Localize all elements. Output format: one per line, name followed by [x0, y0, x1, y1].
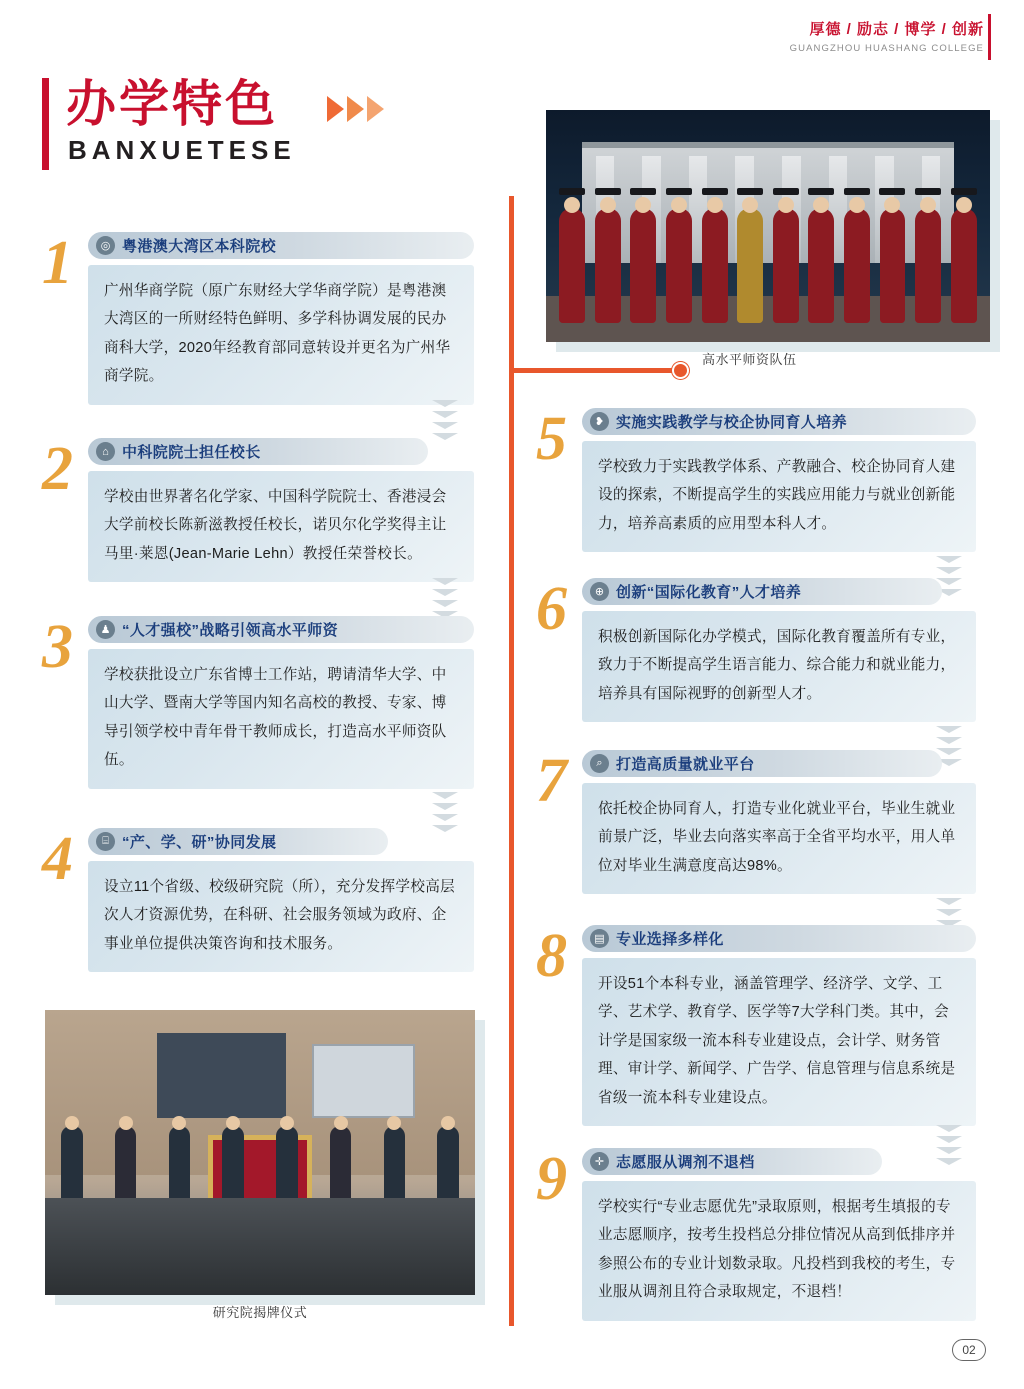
- feature-number: 5: [536, 405, 567, 473]
- feature-body: 学校由世界著名化学家、中国科学院院士、香港浸会大学前校长陈新滋教授任校长，诺贝尔化学奖得主让马里·莱恩(Jean-Marie Lehn）教授任荣誉校长。: [88, 471, 474, 582]
- graduation-photo-block: [546, 110, 990, 368]
- feature-item-3: [42, 613, 474, 789]
- feature-header: [582, 925, 976, 952]
- feature-title: “人才强校”战略引领高水平师资: [122, 622, 339, 639]
- feature-item-4: [42, 825, 474, 972]
- feature-header: [582, 1148, 882, 1175]
- feature-header: [582, 408, 976, 435]
- globe-icon: ⊕: [590, 582, 609, 601]
- factory-icon: ⌸: [96, 832, 115, 851]
- graduation-photo: [546, 110, 990, 342]
- ceremony-photo: [45, 1010, 475, 1295]
- feature-item-8: [536, 922, 976, 1126]
- title-chinese: 办学特色: [66, 75, 278, 133]
- title-accent-bar: [42, 78, 49, 170]
- book-icon: ▤: [590, 929, 609, 948]
- people-icon: ♟: [96, 620, 115, 639]
- feature-item-9: [536, 1145, 976, 1321]
- feature-title: 志愿服从调剂不退档: [616, 1154, 755, 1171]
- location-icon: ◎: [96, 236, 115, 255]
- feature-number: 3: [42, 613, 73, 681]
- feature-number: 9: [536, 1145, 567, 1213]
- timeline-spine: [509, 196, 514, 1326]
- feature-item-1: [42, 229, 474, 405]
- graduation-photo-caption: 高水平师资队伍: [702, 352, 797, 367]
- feature-body: 依托校企协同育人，打造专业化就业平台，毕业生就业前景广泛，毕业去向落实率高于全省平均水平，用人单位对毕业生满意度高达98%。: [582, 783, 976, 894]
- feature-body: 广州华商学院（原广东财经大学华商学院）是粤港澳大湾区的一所财经特色鲜明、多学科协调发展的民办商科大学，2020年经教育部同意转设并更名为广州华商学院。: [88, 265, 474, 405]
- ceremony-photo-caption: 研究院揭牌仪式: [212, 1305, 308, 1320]
- ceremony-photo-block: [45, 1010, 475, 1321]
- timeline-branch: [509, 368, 684, 373]
- page-title: [42, 75, 296, 166]
- feature-header: [88, 828, 388, 855]
- feature-number: 1: [42, 229, 73, 297]
- feature-number: 2: [42, 435, 73, 503]
- search-icon: ⌕: [590, 754, 609, 773]
- title-arrows: [327, 96, 384, 122]
- arrow-icon: [367, 96, 384, 122]
- feature-title: “产、学、研”协同发展: [122, 834, 277, 851]
- feature-item-2: [42, 435, 474, 582]
- feature-header: [88, 232, 474, 259]
- feature-body: 学校获批设立广东省博士工作站，聘请清华大学、中山大学、暨南大学等国内知名高校的教授、专家、博导引领学校中青年骨干教师成长，打造高水平师资队伍。: [88, 649, 474, 789]
- feature-header: [88, 616, 474, 643]
- feature-header: [88, 438, 428, 465]
- feature-body: 学校实行“专业志愿优先”录取原则，根据考生填报的专业志愿顺序，按考生投档总分排位情况从高到低排序并参照公布的专业计划数录取。凡投档到我校的考生，专业服从调剂且符合录取规定，不退档！: [582, 1181, 976, 1321]
- feature-title: 中科院院士担任校长: [122, 444, 261, 461]
- feature-body: 开设51个本科专业，涵盖管理学、经济学、文学、工学、艺术学、教育学、医学等7大学科门类。其中，会计学是国家级一流本科专业建设点，会计学、财务管理、审计学、新闻学、广告学、信息管理与信息系统是省级一流本科专业建设点。: [582, 958, 976, 1126]
- feature-title: 粤港澳大湾区本科院校: [122, 238, 277, 255]
- feature-title: 打造高质量就业平台: [616, 756, 755, 773]
- feature-body: 设立11个省级、校级研究院（所），充分发挥学校高层次人才资源优势，在科研、社会服务领域为政府、企事业单位提供决策咨询和技术服务。: [88, 861, 474, 972]
- feature-item-5: [536, 405, 976, 552]
- feature-title: 创新“国际化教育”人才培养: [616, 584, 802, 601]
- feature-number: 4: [42, 825, 73, 893]
- feature-item-7: [536, 747, 976, 894]
- header-accent-rule: [988, 14, 991, 60]
- feature-title: 实施实践教学与校企协同育人培养: [616, 414, 848, 431]
- feature-number: 7: [536, 747, 567, 815]
- title-english: BANXUETESE: [68, 134, 296, 165]
- feature-number: 8: [536, 922, 567, 990]
- arrow-icon: [327, 96, 344, 122]
- graduation-cap-icon: ⌂: [96, 442, 115, 461]
- feature-header: [582, 578, 942, 605]
- page-number: 02: [952, 1339, 986, 1361]
- feature-body: 学校致力于实践教学体系、产教融合、校企协同育人建设的探索，不断提高学生的实践应用能力与就业创新能力，培养高素质的应用型本科人才。: [582, 441, 976, 552]
- target-icon: ✛: [590, 1152, 609, 1171]
- feature-title: 专业选择多样化: [616, 931, 724, 948]
- feature-item-6: [536, 575, 976, 722]
- motto-english: GUANGZHOU HUASHANG COLLEGE: [789, 43, 984, 54]
- header-motto: [790, 18, 984, 54]
- feature-body: 积极创新国际化办学模式，国际化教育覆盖所有专业，致力于不断提高学生语言能力、综合能力和就业能力，培养具有国际视野的创新型人才。: [582, 611, 976, 722]
- arrow-icon: [347, 96, 364, 122]
- feature-number: 6: [536, 575, 567, 643]
- handshake-icon: ❥: [590, 412, 609, 431]
- feature-header: [582, 750, 942, 777]
- motto-chinese: 厚德 / 励志 / 博学 / 创新: [809, 21, 984, 38]
